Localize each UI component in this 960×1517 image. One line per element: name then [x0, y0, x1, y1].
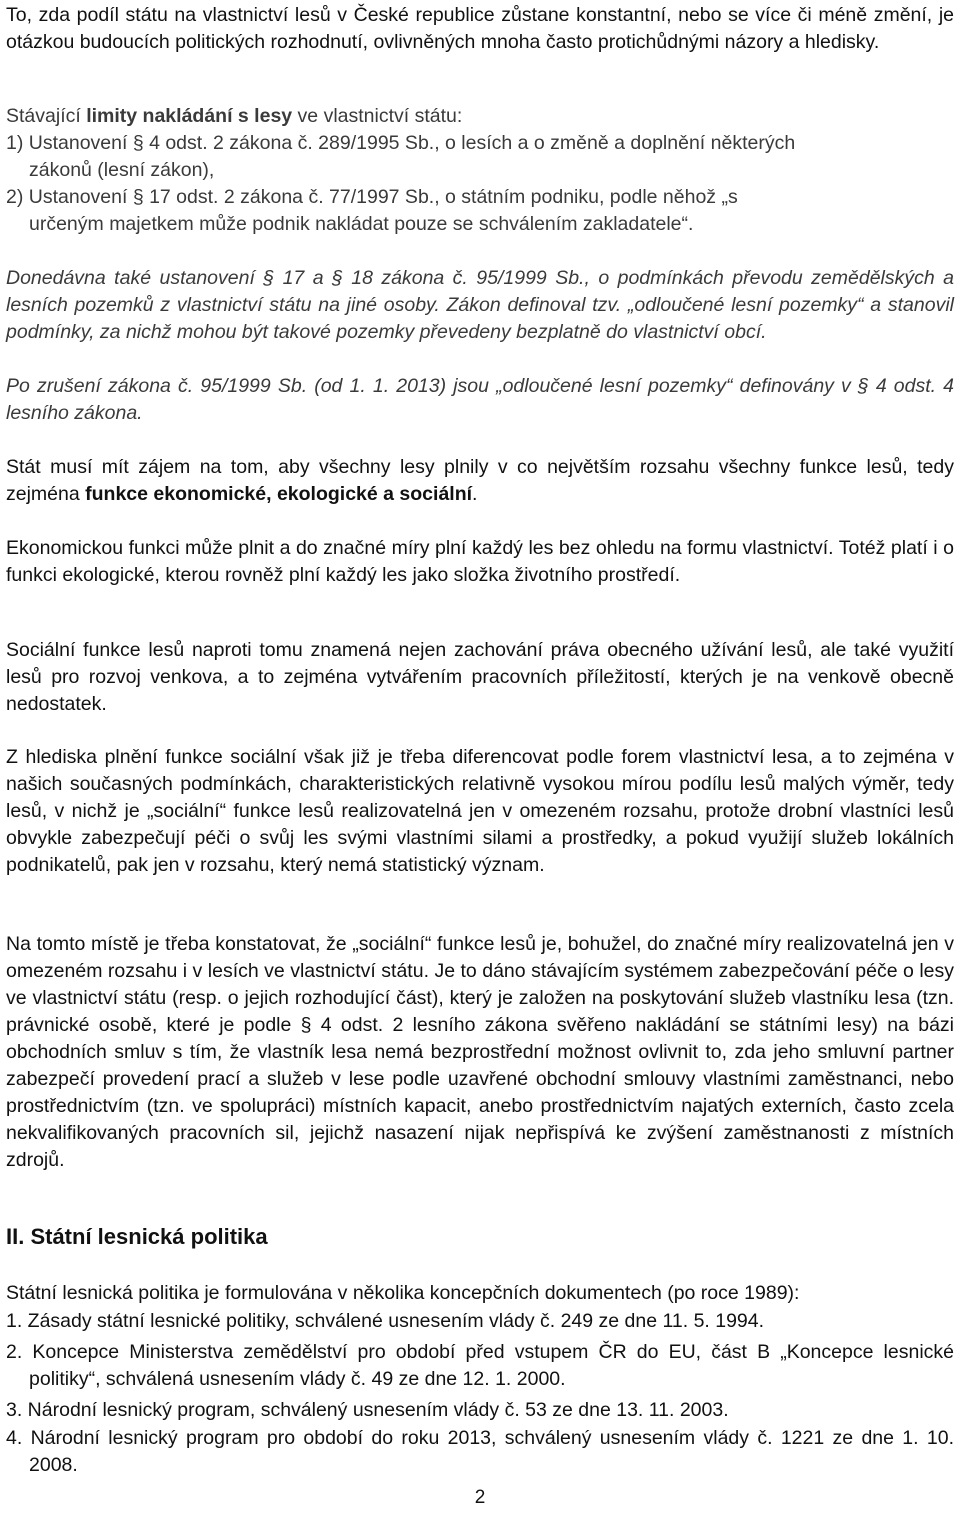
paragraph-repeal: Po zrušení zákona č. 95/1999 Sb. (od 1. 1. 2013) jsou „odloučené lesní pozemky“ definovány v § 4 odst. 4 lesního zákona.: [6, 375, 954, 424]
section-heading: II. Státní lesnická politika: [6, 1224, 268, 1249]
paragraph-social-function: Sociální funkce lesů naproti tomu znamená nejen zachování práva obecného užívání lesů, ale také využití lesů pro rozvoj venkova, a to zejména vytvářením pracovních příležitostí, kterých je na venkově obecně nedostatek.: [6, 639, 954, 715]
page-number: 2: [474, 1487, 486, 1508]
policy-item-4: 4. Národní lesnický program pro období do roku 2013, schválený usnesením vlády č. 1221 ze dne 1. 10. 2008.: [6, 1427, 954, 1476]
policy-block: [6, 1280, 954, 1479]
limits-item-2-line-2: určeným majetkem může podnik nakládat pouze se schválením zakladatele“.: [29, 213, 694, 235]
policy-item-2: 2. Koncepce Ministerstva zemědělství pro období před vstupem ČR do EU, část B „Koncepce lesnické politiky“, schválená usnesením vlády č. 49 ze dne 12. 1. 2000.: [6, 1341, 954, 1390]
paragraph-economic-function: Ekonomickou funkci může plnit a do značné míry plní každý les bez ohledu na formu vlastnictví. Totéž platí i o funkci ekologické, kterou rovněž plní každý les jako složka životního prostředí.: [6, 537, 954, 586]
limits-item-1-line-2: zákonů (lesní zákon),: [29, 159, 215, 181]
limits-intro: Stávající limity nakládání s lesy ve vlastnictví státu:: [6, 105, 463, 127]
functions-emphasis: funkce ekonomické, ekologické a sociální: [85, 483, 473, 505]
limits-item-2-line-1: 2) Ustanovení § 17 odst. 2 zákona č. 77/1997 Sb., o státním podniku, podle něhož „s: [6, 186, 738, 208]
limits-item-1-line-1: 1) Ustanovení § 4 odst. 2 zákona č. 289/1995 Sb., o lesích a o změně a doplnění některých: [6, 132, 796, 154]
limits-block: [6, 103, 954, 238]
paragraph-differentiation: Z hlediska plnění funkce sociální však již je třeba diferencovat podle forem vlastnictví lesa, a to zejména v našich současných podmínkách, charakteristických relativně vysokou mírou podílu lesů malých výměr, tedy lesů, v nichž je „sociální“ funkce lesů realizovatelná jen v omezeném rozsahu, protože drobní vlastníci lesů obvykle zabezpečují péči o svůj les svými vlastními silami a prostředky, a pokud využijí služeb lokálních podnikatelů, pak jen v rozsahu, který nemá statistický význam.: [6, 746, 954, 876]
paragraph-state-forests: Na tomto místě je třeba konstatovat, že „sociální“ funkce lesů je, bohužel, do značné míry realizovatelná jen v omezeném rozsahu i v lesích ve vlastnictví státu. Je to dáno stávajícím systémem zabezpečování péče o lesy ve vlastnictví státu (resp. o jejich rozhodující část), který je založen na poskytování služeb vlastníku lesa (tzn. právnické osobě, které je podle § 4 odst. 2 lesního zákona svěřeno nakládání se státními lesy) na bázi obchodních smluv s tím, že vlastník lesa nemá bezprostřední možnost ovlivnit to, zda jeho smluvní partner zabezpečí provedení prací a služeb v lese podle uzavřené obchodní smlouvy vlastními zaměstnanci, nebo prostřednictvím (tzn. ve spolupráci) místních kapacit, anebo prostřednictvím najatých externích, často zcela nekvalifikovaných pracovních sil, jejichž nasazení nijak nepřispívá ke zvýšení zaměstnanosti z místních zdrojů.: [6, 933, 954, 1171]
policy-item-1: 1. Zásady státní lesnické politiky, schválené usnesením vlády č. 249 ze dne 11. 5. 1994.: [6, 1310, 765, 1332]
paragraph-state-interest: Stát musí mít zájem na tom, aby všechny lesy plnily v co největším rozsahu všechny funkce lesů, tedy zejména funkce ekonomické, ekologické a sociální.: [6, 456, 954, 505]
paragraph-recent-law: Donedávna také ustanovení § 17 a § 18 zákona č. 95/1999 Sb., o podmínkách převodu zemědělských a lesních pozemků z vlastnictví státu na jiné osoby. Zákon definoval tzv. „odloučené lesní pozemky“ a stanovil podmínky, za nichž mohou být takové pozemky převedeny bezplatně do vlastnictví obcí.: [6, 267, 954, 343]
policy-intro: Státní lesnická politika je formulována v několika koncepčních dokumentech (po roce 1989):: [6, 1282, 800, 1304]
paragraph-ownership: To, zda podíl státu na vlastnictví lesů v České republice zůstane konstantní, nebo se více či méně změní, je otázkou budoucích politických rozhodnutí, ovlivněných mnoha často protichůdnými názory a hledisky.: [6, 4, 954, 53]
policy-item-3: 3. Národní lesnický program, schválený usnesením vlády č. 53 ze dne 13. 11. 2003.: [6, 1399, 729, 1421]
